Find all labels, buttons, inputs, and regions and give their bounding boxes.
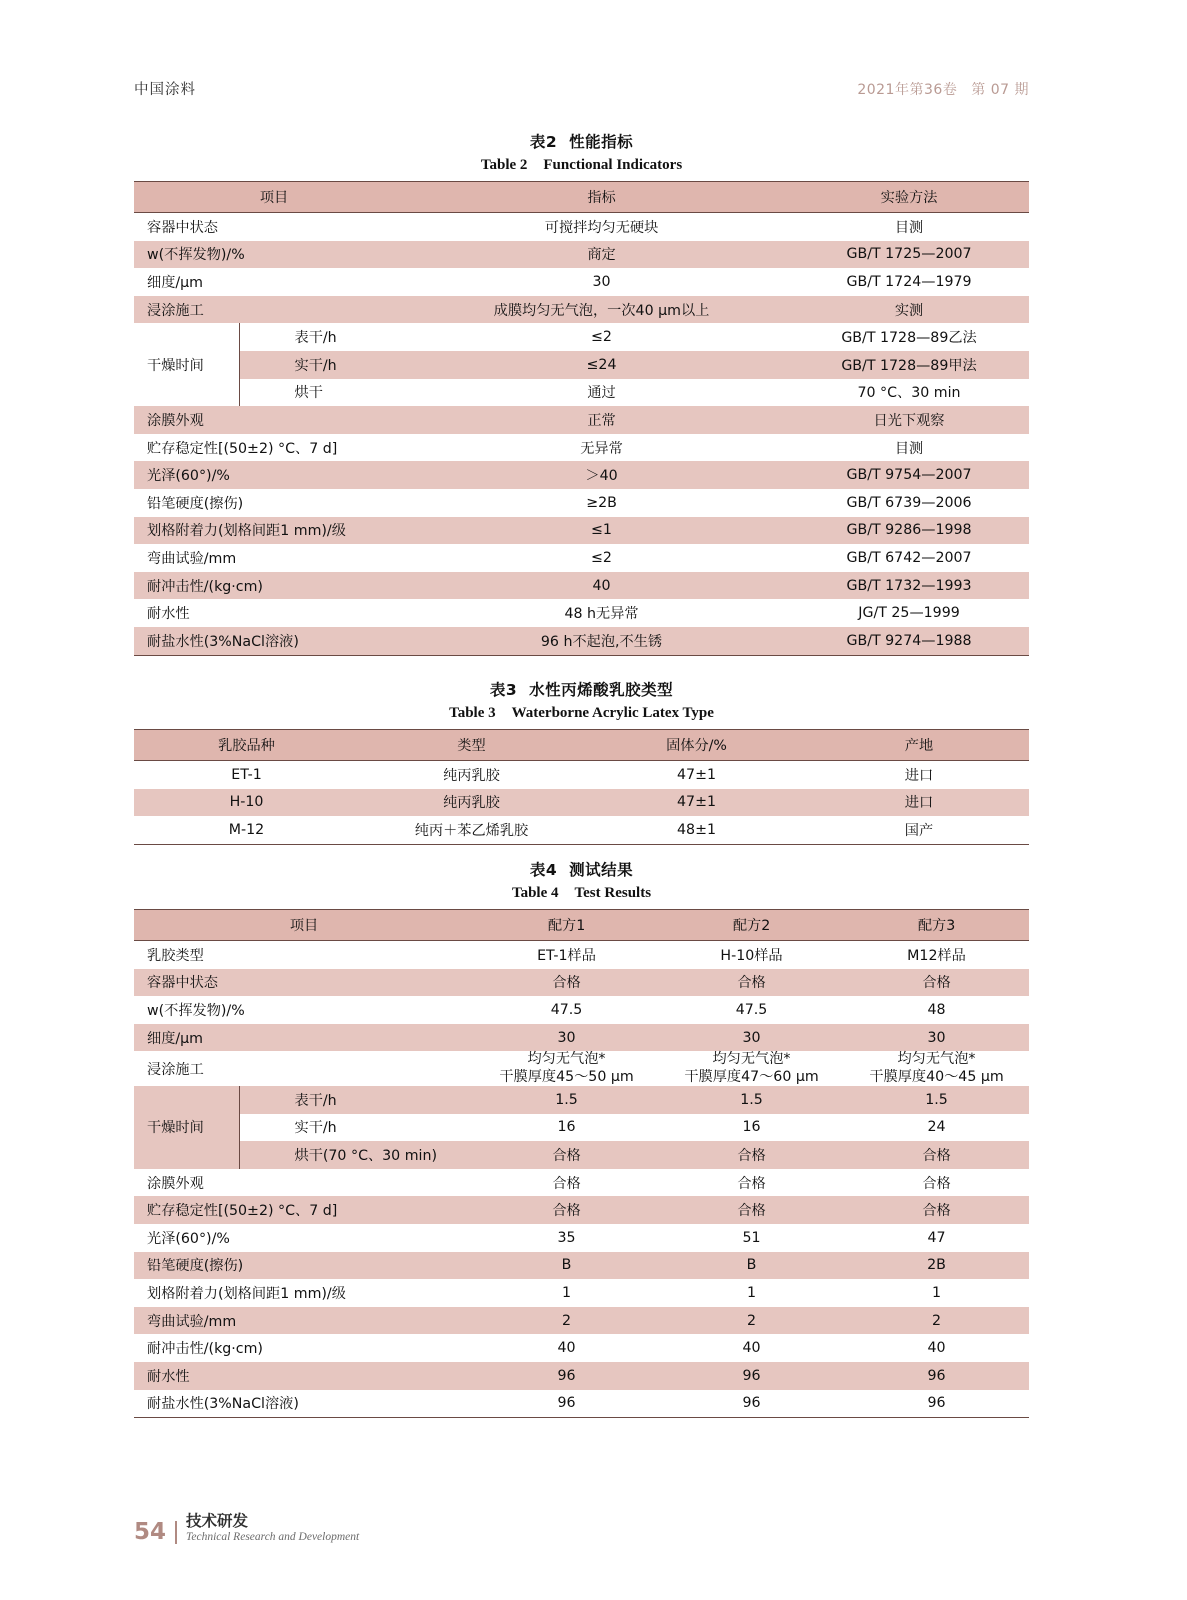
- table4-value: 合格: [659, 1141, 844, 1169]
- footer-section: [186, 1513, 359, 1544]
- table3-caption-en: [134, 705, 1029, 722]
- table4-block: [134, 858, 1029, 1418]
- table-row: [134, 323, 1029, 351]
- table4-value: 16: [659, 1114, 844, 1142]
- table2-method: GB/T 1728—89甲法: [789, 351, 1029, 379]
- table-row: [134, 1024, 1029, 1052]
- table-row: [134, 268, 1029, 296]
- table2-subitem: 表干/h: [239, 323, 414, 351]
- table2-value: 正常: [414, 406, 789, 434]
- table2-caption-cn: [134, 130, 1029, 152]
- table4-item: 涂膜外观: [134, 1169, 474, 1197]
- table-row: [134, 296, 1029, 324]
- table-row: [134, 213, 1029, 241]
- table4-value: 47.5: [659, 996, 844, 1024]
- table3-cell: 纯丙乳胶: [359, 789, 584, 817]
- page-number: 54: [134, 1521, 177, 1544]
- table4-value: 合格: [474, 969, 659, 997]
- table-row: [134, 1169, 1029, 1197]
- table4-caption-cn-number: 表4: [529, 861, 558, 879]
- table3-caption-en-text: Waterborne Acrylic Latex Type: [511, 705, 714, 721]
- table2-value: ≤1: [414, 517, 789, 545]
- table4-value: 40: [844, 1334, 1029, 1362]
- table4-value: [659, 1051, 844, 1086]
- table4-value: 2B: [844, 1252, 1029, 1280]
- footer-section-en: Technical Research and Development: [186, 1530, 360, 1543]
- table4-item: 耐盐水性(3%NaCl溶液): [134, 1390, 474, 1418]
- table-row: [134, 1051, 1029, 1086]
- table4-value: 合格: [474, 1196, 659, 1224]
- table-row: [134, 996, 1029, 1024]
- table3-header-cell: 固体分/%: [584, 730, 809, 761]
- table4-value: 合格: [844, 1169, 1029, 1197]
- table4-value: 96: [474, 1390, 659, 1418]
- issue-year: 2021年第36卷: [857, 82, 958, 98]
- table4-value-line1: 均匀无气泡*: [897, 1051, 976, 1068]
- table4-value: 51: [659, 1224, 844, 1252]
- table2-value: ＞40: [414, 461, 789, 489]
- table2-item: 耐水性: [134, 599, 414, 627]
- table4-value-line2: 干膜厚度47～60 μm: [684, 1068, 819, 1085]
- table2-method: GB/T 1725—2007: [789, 241, 1029, 269]
- table4-value: 合格: [844, 969, 1029, 997]
- table-row: [134, 489, 1029, 517]
- table4-item: 浸涂施工: [134, 1051, 474, 1086]
- table-row: [134, 544, 1029, 572]
- table-row: [134, 1252, 1029, 1280]
- table2-method: GB/T 9754—2007: [789, 461, 1029, 489]
- table4-value: 2: [659, 1307, 844, 1335]
- table2-method: JG/T 25—1999: [789, 599, 1029, 627]
- table-row: [134, 1362, 1029, 1390]
- table2-header-cell: 指标: [414, 182, 789, 213]
- table2-value: ≤2: [414, 323, 789, 351]
- table4-value: M12样品: [844, 941, 1029, 969]
- table3-cell: 47±1: [584, 789, 809, 817]
- table4-value: 2: [844, 1307, 1029, 1335]
- table3-cell: 48±1: [584, 816, 809, 844]
- table2-subitem: 实干/h: [239, 351, 414, 379]
- table-row: [134, 1141, 1029, 1169]
- table-row: [134, 969, 1029, 997]
- table2-value: 40: [414, 572, 789, 600]
- table4-caption-en-text: Test Results: [574, 885, 652, 901]
- table4-value: 1: [474, 1279, 659, 1307]
- table2-method: 70 °C、30 min: [789, 379, 1029, 407]
- table4-item: 弯曲试验/mm: [134, 1307, 474, 1335]
- table3: [134, 729, 1029, 845]
- table2-method: GB/T 1732—1993: [789, 572, 1029, 600]
- table4-value-line1: 均匀无气泡*: [712, 1051, 791, 1068]
- table-row: [134, 1279, 1029, 1307]
- table2-item: 光泽(60°)/%: [134, 461, 414, 489]
- table-row: [134, 1086, 1029, 1114]
- table3-header-cell: 类型: [359, 730, 584, 761]
- table4: [134, 909, 1029, 1418]
- table4-subitem: 烘干(70 °C、30 min): [239, 1141, 474, 1169]
- table-row: [134, 351, 1029, 379]
- table4-value: 96: [659, 1390, 844, 1418]
- journal-name: 中国涂料: [134, 82, 196, 98]
- table2-item: w(不挥发物)/%: [134, 241, 414, 269]
- table2-value: 成膜均匀无气泡，一次40 μm以上: [414, 296, 789, 324]
- table2-header-cell: 实验方法: [789, 182, 1029, 213]
- footer-section-cn: 技术研发: [186, 1511, 249, 1530]
- table3-cell: ET-1: [134, 761, 359, 789]
- table2-method: 目测: [789, 213, 1029, 241]
- table4-value: 96: [844, 1390, 1029, 1418]
- table4-value-line2: 干膜厚度45～50 μm: [499, 1068, 634, 1085]
- table4-value-line1: 均匀无气泡*: [527, 1051, 606, 1068]
- table4-header-cell: 配方3: [844, 910, 1029, 941]
- table4-header-cell: 项目: [134, 910, 474, 941]
- table4-value: [844, 1051, 1029, 1086]
- table4-item: 铅笔硬度(擦伤): [134, 1252, 474, 1280]
- table4-value: 合格: [844, 1196, 1029, 1224]
- table4-caption-en: [134, 885, 1029, 902]
- table2-caption-en-text: Functional Indicators: [543, 157, 683, 173]
- table4-item: 细度/μm: [134, 1024, 474, 1052]
- table4-value-line2: 干膜厚度40～45 μm: [869, 1068, 1004, 1085]
- table4-value: 1.5: [659, 1086, 844, 1114]
- table2-value: ≤2: [414, 544, 789, 572]
- table3-cell: 47±1: [584, 761, 809, 789]
- table4-value: B: [474, 1252, 659, 1280]
- table4-item: 划格附着力(划格间距1 mm)/级: [134, 1279, 474, 1307]
- table2-item: 涂膜外观: [134, 406, 414, 434]
- table2-value: 通过: [414, 379, 789, 407]
- table3-header-cell: 乳胶品种: [134, 730, 359, 761]
- table2-caption-en: [134, 157, 1029, 174]
- table3-header-cell: 产地: [809, 730, 1029, 761]
- table-row: [134, 379, 1029, 407]
- table-row: [134, 241, 1029, 269]
- table4-value: 合格: [659, 1169, 844, 1197]
- table2-header-row: [134, 182, 1029, 213]
- table4-value: 96: [659, 1362, 844, 1390]
- table4-value: 合格: [659, 1196, 844, 1224]
- table2-value: 无异常: [414, 434, 789, 462]
- table2-item: 铅笔硬度(擦伤): [134, 489, 414, 517]
- table3-cell: H-10: [134, 789, 359, 817]
- table3-caption-en-number: Table 3: [449, 705, 496, 721]
- table-row: [134, 599, 1029, 627]
- table4-item: 耐水性: [134, 1362, 474, 1390]
- issue-number: 第 07 期: [971, 82, 1029, 98]
- table4-value: 合格: [844, 1141, 1029, 1169]
- table2-item: 容器中状态: [134, 213, 414, 241]
- table4-subitem: 实干/h: [239, 1114, 474, 1142]
- table4-value: 47: [844, 1224, 1029, 1252]
- table2-value: 96 h不起泡,不生锈: [414, 627, 789, 655]
- table3-caption-cn-number: 表3: [489, 681, 518, 699]
- table4-item: 乳胶类型: [134, 941, 474, 969]
- table4-subitem: 表干/h: [239, 1086, 474, 1114]
- table4-value: 48: [844, 996, 1029, 1024]
- table3-caption-cn: [134, 678, 1029, 700]
- table4-item: w(不挥发物)/%: [134, 996, 474, 1024]
- table-row: [134, 517, 1029, 545]
- table-row: [134, 1224, 1029, 1252]
- table4-value: 1: [844, 1279, 1029, 1307]
- table4-item: 贮存稳定性[(50±2) °C、7 d]: [134, 1196, 474, 1224]
- issue-info: [857, 79, 1029, 99]
- table-row: [134, 1307, 1029, 1335]
- table2-item: 贮存稳定性[(50±2) °C、7 d]: [134, 434, 414, 462]
- table2-caption-en-number: Table 2: [480, 157, 528, 173]
- table3-header-row: [134, 730, 1029, 761]
- table2-method: GB/T 9274—1988: [789, 627, 1029, 655]
- table4-caption-cn-text: 测试结果: [569, 861, 634, 879]
- table2-method: 目测: [789, 434, 1029, 462]
- table2-method: GB/T 9286—1998: [789, 517, 1029, 545]
- table2-item: 耐盐水性(3%NaCl溶液): [134, 627, 414, 655]
- table2-method: GB/T 6742—2007: [789, 544, 1029, 572]
- table2-value: ≤24: [414, 351, 789, 379]
- table3-block: [134, 678, 1029, 845]
- table4-item: 光泽(60°)/%: [134, 1224, 474, 1252]
- table4-merged-label: 干燥时间: [134, 1086, 239, 1169]
- table-row: [134, 941, 1029, 969]
- table4-value: 2: [474, 1307, 659, 1335]
- table4-value: 1.5: [474, 1086, 659, 1114]
- table4-value: 1.5: [844, 1086, 1029, 1114]
- table-row: [134, 572, 1029, 600]
- table2-item: 弯曲试验/mm: [134, 544, 414, 572]
- table-row: [134, 1334, 1029, 1362]
- table2-item: 细度/μm: [134, 268, 414, 296]
- running-head: [134, 78, 1029, 99]
- table4-value: ET-1样品: [474, 941, 659, 969]
- table2-value: ≥2B: [414, 489, 789, 517]
- table2-value: 商定: [414, 241, 789, 269]
- table2-subitem: 烘干: [239, 379, 414, 407]
- table3-cell: 纯丙＋苯乙烯乳胶: [359, 816, 584, 844]
- table2-item: 浸涂施工: [134, 296, 414, 324]
- table4-value: 合格: [474, 1141, 659, 1169]
- table4-value: 47.5: [474, 996, 659, 1024]
- table-row: [134, 1114, 1029, 1142]
- table2-block: [134, 130, 1029, 656]
- table3-cell: 进口: [809, 789, 1029, 817]
- table2-item: 耐冲击性/(kg·cm): [134, 572, 414, 600]
- table2-method: 日光下观察: [789, 406, 1029, 434]
- table-row: [134, 461, 1029, 489]
- table3-cell: 纯丙乳胶: [359, 761, 584, 789]
- table4-item: 容器中状态: [134, 969, 474, 997]
- table4-value: 24: [844, 1114, 1029, 1142]
- table-row: [134, 1196, 1029, 1224]
- table2-value: 可搅拌均匀无硬块: [414, 213, 789, 241]
- table-row: [134, 627, 1029, 655]
- table4-header-cell: 配方2: [659, 910, 844, 941]
- table3-cell: 国产: [809, 816, 1029, 844]
- table4-value: B: [659, 1252, 844, 1280]
- table3-caption-cn-text: 水性丙烯酸乳胶类型: [529, 681, 674, 699]
- table3-cell: M-12: [134, 816, 359, 844]
- table2: [134, 181, 1029, 656]
- table4-value: 30: [844, 1024, 1029, 1052]
- table4-caption-en-number: Table 4: [511, 885, 559, 901]
- page-footer: [134, 1513, 359, 1544]
- table4-value: 96: [474, 1362, 659, 1390]
- table4-item: 耐冲击性/(kg·cm): [134, 1334, 474, 1362]
- table4-value: 合格: [474, 1169, 659, 1197]
- table4-value: H-10样品: [659, 941, 844, 969]
- table4-value: 96: [844, 1362, 1029, 1390]
- table4-value: [474, 1051, 659, 1086]
- table-row: [134, 1390, 1029, 1418]
- table-row: [134, 816, 1029, 844]
- table-row: [134, 761, 1029, 789]
- table2-method: GB/T 6739—2006: [789, 489, 1029, 517]
- table2-merged-label: 干燥时间: [134, 323, 239, 406]
- table4-value: 合格: [659, 969, 844, 997]
- table3-cell: 进口: [809, 761, 1029, 789]
- table2-method: GB/T 1728—89乙法: [789, 323, 1029, 351]
- table2-method: 实测: [789, 296, 1029, 324]
- table4-header-row: [134, 910, 1029, 941]
- table2-method: GB/T 1724—1979: [789, 268, 1029, 296]
- table4-value: 40: [659, 1334, 844, 1362]
- table2-item: 划格附着力(划格间距1 mm)/级: [134, 517, 414, 545]
- table2-value: 48 h无异常: [414, 599, 789, 627]
- table2-value: 30: [414, 268, 789, 296]
- table2-caption-cn-text: 性能指标: [569, 133, 634, 151]
- table4-value: 1: [659, 1279, 844, 1307]
- table4-value: 30: [474, 1024, 659, 1052]
- table-row: [134, 434, 1029, 462]
- table2-caption-cn-number: 表2: [529, 133, 558, 151]
- table4-value: 16: [474, 1114, 659, 1142]
- table-row: [134, 789, 1029, 817]
- table2-header-cell: 项目: [134, 182, 414, 213]
- table-row: [134, 406, 1029, 434]
- table4-header-cell: 配方1: [474, 910, 659, 941]
- table4-value: 35: [474, 1224, 659, 1252]
- table4-value: 30: [659, 1024, 844, 1052]
- table4-caption-cn: [134, 858, 1029, 880]
- table4-value: 40: [474, 1334, 659, 1362]
